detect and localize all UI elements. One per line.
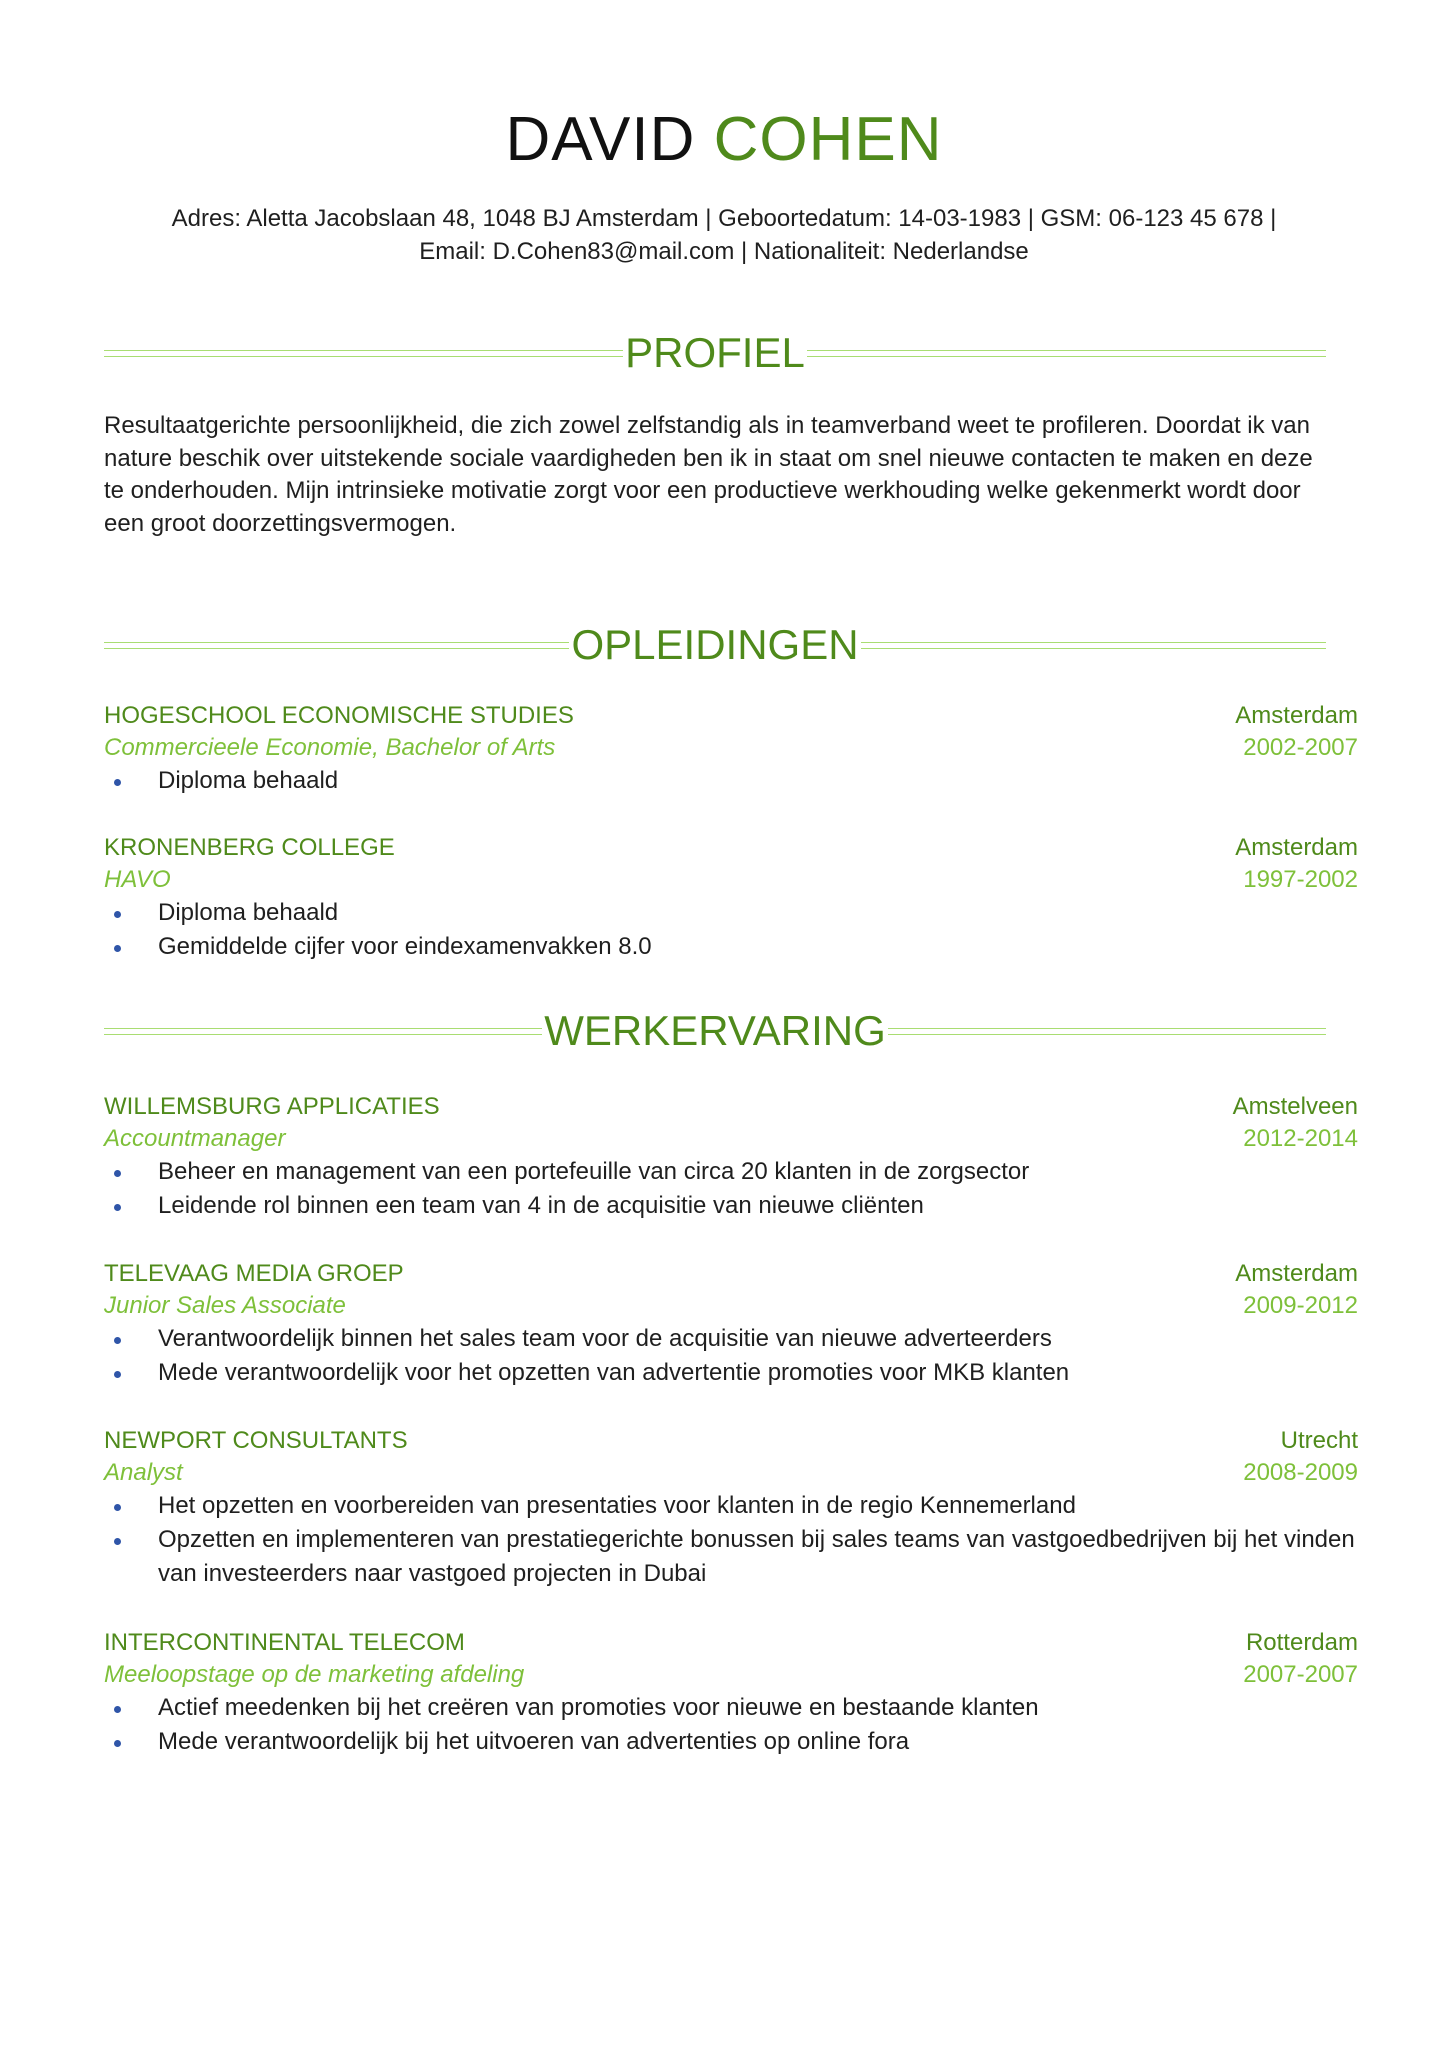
list-item: Gemiddelde cijfer voor eindexamenvakken 8.0 xyxy=(104,930,1358,964)
list-item: Leidende rol binnen een team van 4 in de acquisitie van nieuwe cliënten xyxy=(104,1189,1358,1223)
last-name: COHEN xyxy=(713,105,943,174)
entry-location: Amsterdam xyxy=(1235,1260,1358,1287)
entry-bullet-list xyxy=(104,1322,1358,1390)
entry-organization: HOGESCHOOL ECONOMISCHE STUDIES xyxy=(104,702,574,729)
entry-organization: TELEVAAG MEDIA GROEP xyxy=(104,1260,404,1287)
candidate-name xyxy=(0,104,1448,176)
entry-location: Amstelveen xyxy=(1232,1093,1358,1120)
list-item: Verantwoordelijk binnen het sales team voor de acquisitie van nieuwe adverteerders xyxy=(104,1322,1358,1356)
entry-role: Meeloopstage op de marketing afdeling xyxy=(104,1661,525,1688)
entry-organization: INTERCONTINENTAL TELECOM xyxy=(104,1629,465,1656)
entry-role: Commercieele Economie, Bachelor of Arts xyxy=(104,734,556,761)
divider-right xyxy=(888,1028,1326,1035)
work-entry xyxy=(104,1091,1358,1223)
list-item: Mede verantwoordelijk bij het uitvoeren van advertenties op online fora xyxy=(104,1725,1358,1759)
education-entry xyxy=(104,832,1358,964)
profile-section-title: PROFIEL xyxy=(625,329,805,376)
entry-years: 1997-2002 xyxy=(1243,866,1358,893)
education-section-title: OPLEIDINGEN xyxy=(571,621,859,668)
list-item: Mede verantwoordelijk voor het opzetten van advertentie promoties voor MKB klanten xyxy=(104,1356,1358,1390)
divider-left xyxy=(104,1028,542,1035)
bullet-icon xyxy=(114,1740,121,1747)
bullet-icon xyxy=(114,1170,121,1177)
entry-location: Amsterdam xyxy=(1235,702,1358,729)
list-item: Het opzetten en voorbereiden van presentaties voor klanten in de regio Kennemerland xyxy=(104,1489,1358,1523)
divider-left xyxy=(104,350,623,357)
list-item: Opzetten en implementeren van prestatiegerichte bonussen bij sales teams van vastgoedbedrijven bij het vinden van investeerders naar vastgoed projecten in Dubai xyxy=(104,1523,1358,1591)
contact-details xyxy=(80,202,1368,268)
contact-line-1: Adres: Aletta Jacobslaan 48, 1048 BJ Amsterdam | Geboortedatum: 14-03-1983 | GSM: 06-123 45 678 | xyxy=(171,205,1277,232)
entry-bullet-list xyxy=(104,1489,1358,1591)
entry-role: Analyst xyxy=(104,1459,183,1486)
bullet-icon xyxy=(114,1337,121,1344)
divider-right xyxy=(807,350,1326,357)
list-item: Diploma behaald xyxy=(104,896,1358,930)
bullet-icon xyxy=(114,1204,121,1211)
bullet-icon xyxy=(114,1371,121,1378)
bullet-icon xyxy=(114,1504,121,1511)
entry-organization: WILLEMSBURG APPLICATIES xyxy=(104,1093,440,1120)
bullet-icon xyxy=(114,779,121,786)
bullet-icon xyxy=(114,945,121,952)
entry-organization: NEWPORT CONSULTANTS xyxy=(104,1427,408,1454)
education-section-header xyxy=(104,620,1326,670)
contact-line-2: Email: D.Cohen83@mail.com | Nationaliteit: Nederlandse xyxy=(419,238,1029,265)
entry-bullet-list xyxy=(104,896,1358,964)
work-section-title: WERKERVARING xyxy=(544,1007,886,1054)
entry-organization: KRONENBERG COLLEGE xyxy=(104,834,395,861)
bullet-icon xyxy=(114,1706,121,1713)
entry-years: 2008-2009 xyxy=(1243,1459,1358,1486)
list-item: Beheer en management van een portefeuille van circa 20 klanten in de zorgsector xyxy=(104,1155,1358,1189)
divider-right xyxy=(861,642,1326,649)
divider-left xyxy=(104,642,569,649)
entry-bullet-list xyxy=(104,764,1358,798)
work-entry xyxy=(104,1425,1358,1591)
work-entry xyxy=(104,1258,1358,1390)
list-item: Diploma behaald xyxy=(104,764,1358,798)
entry-role: HAVO xyxy=(104,866,171,893)
entry-location: Amsterdam xyxy=(1235,834,1358,861)
entry-role: Accountmanager xyxy=(104,1125,286,1152)
entry-location: Rotterdam xyxy=(1245,1629,1358,1656)
profile-section-header xyxy=(104,328,1326,378)
entry-role: Junior Sales Associate xyxy=(104,1292,346,1319)
entry-years: 2002-2007 xyxy=(1243,734,1358,761)
entry-years: 2012-2014 xyxy=(1243,1125,1358,1152)
entry-years: 2007-2007 xyxy=(1243,1661,1358,1688)
work-entry xyxy=(104,1627,1358,1759)
profile-text: Resultaatgerichte persoonlijkheid, die zich zowel zelfstandig als in teamverband weet te profileren. Doordat ik van nature beschik over uitstekende sociale vaardigheden ben ik in staat om snel nieuwe contacten te maken en deze te onderhouden. Mijn intrinsieke motivatie zorgt voor een productieve werkhouding welke gekenmerkt wordt door een groot doorzettingsvermogen. xyxy=(104,412,1313,537)
entry-location: Utrecht xyxy=(1280,1427,1358,1454)
education-entry xyxy=(104,700,1358,798)
first-name: DAVID xyxy=(505,105,696,174)
entry-bullet-list xyxy=(104,1691,1358,1759)
bullet-icon xyxy=(114,1538,121,1545)
entry-years: 2009-2012 xyxy=(1243,1292,1358,1319)
list-item: Actief meedenken bij het creëren van promoties voor nieuwe en bestaande klanten xyxy=(104,1691,1358,1725)
entry-bullet-list xyxy=(104,1155,1358,1223)
work-section-header xyxy=(104,1006,1326,1056)
bullet-icon xyxy=(114,911,121,918)
